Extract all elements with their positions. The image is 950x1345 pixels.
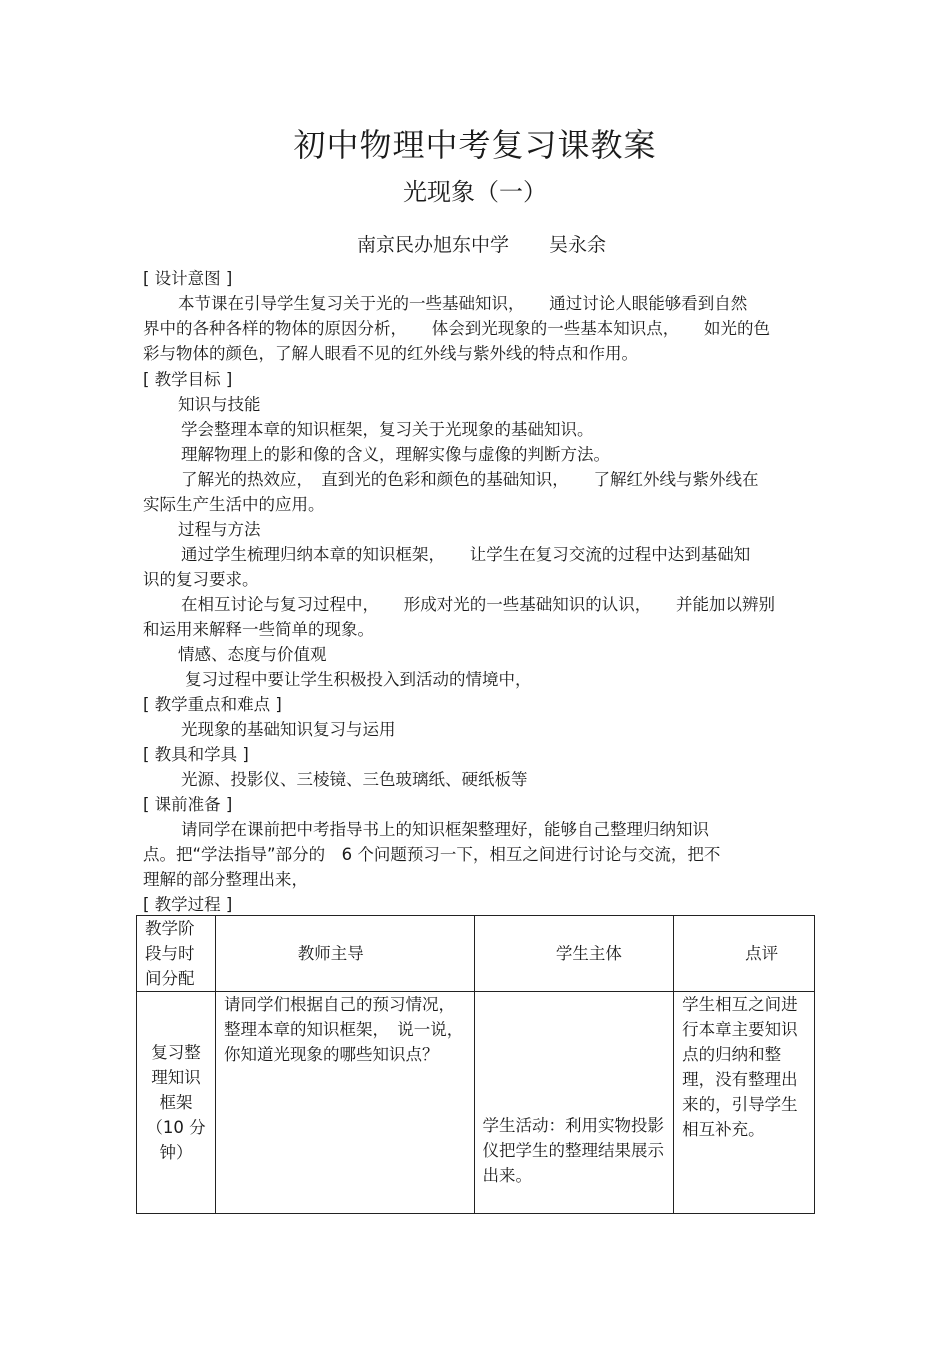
knowledge-item-2: 理解物理上的影和像的含义，理解实像与虚像的判断方法。	[181, 445, 610, 464]
keypoints-text: 光现象的基础知识复习与运用	[181, 720, 396, 739]
author-line	[357, 230, 606, 257]
tools-heading: [ 教具和学具 ]	[143, 745, 249, 764]
prep-line-3: 理解的部分整理出来，	[143, 870, 308, 889]
prep-line-1: 请同学在课前把中考指导书上的知识框架整理好，能够自己整理归纳知识	[181, 820, 709, 839]
tools-text: 光源、投影仪、三棱镜、三色玻璃纸、硬纸板等	[181, 770, 528, 789]
process-item-2-cont: 和运用来解释一些简单的现象。	[143, 620, 374, 639]
header-student: 学生主体	[474, 916, 674, 992]
knowledge-item-3: 了解光的热效应， 直到光的色彩和颜色的基础知识， 了解红外线与紫外线在	[181, 470, 759, 489]
prep-heading: [ 课前准备 ]	[143, 795, 233, 814]
document-subtitle: 光现象（一）	[403, 178, 547, 206]
header-teacher: 教师主导	[215, 916, 474, 992]
process-item-2: 在相互讨论与复习过程中， 形成对光的一些基础知识的认识， 并能加以辨别	[181, 595, 775, 614]
emotion-item-1: 复习过程中要让学生积极投入到活动的情境中，	[185, 670, 532, 689]
prep-line-2: 点。把“学法指导”部分的 6 个问题预习一下，相互之间进行讨论与交流，把不	[143, 845, 721, 864]
knowledge-title: 知识与技能	[178, 395, 261, 414]
emotion-title: 情感、态度与价值观	[178, 645, 327, 664]
table-header-row	[137, 916, 815, 992]
design-line-2: 界中的各种各样的物体的原因分析， 体会到光现象的一些基本知识点， 如光的色	[143, 319, 770, 338]
process-method-title: 过程与方法	[178, 520, 261, 539]
goals-heading: [ 教学目标 ]	[143, 370, 233, 389]
author-name: 吴永余	[549, 234, 607, 256]
process-heading: [ 教学过程 ]	[143, 895, 233, 914]
header-comment: 点评	[674, 916, 815, 992]
table-row	[137, 992, 815, 1214]
process-item-1: 通过学生梳理归纳本章的知识框架， 让学生在复习交流的过程中达到基础知	[181, 545, 751, 564]
process-item-1-cont: 识的复习要求。	[143, 570, 259, 589]
knowledge-item-3-cont: 实际生产生活中的应用。	[143, 495, 325, 514]
keypoints-heading: [ 教学重点和难点 ]	[143, 695, 282, 714]
teaching-process-table	[136, 915, 815, 1214]
header-stage: 教学阶段与时间分配	[137, 916, 216, 992]
knowledge-item-1: 学会整理本章的知识框架，复习关于光现象的基础知识。	[181, 420, 594, 439]
cell-comment: 学生相互之间进行本章主要知识点的归纳和整理，没有整理出来的，引导学生相互补充。	[674, 992, 815, 1214]
school-name: 南京民办旭东中学	[357, 234, 510, 256]
cell-student: 学生活动：利用实物投影仪把学生的整理结果展示出来。	[474, 992, 674, 1214]
cell-teacher: 请同学们根据自己的预习情况，整理本章的知识框架， 说一说，你知道光现象的哪些知识点？	[215, 992, 474, 1214]
cell-stage: 复习整理知识框架（10 分钟）	[137, 992, 216, 1214]
design-heading: [ 设计意图 ]	[143, 269, 233, 288]
design-line-3: 彩与物体的颜色，了解人眼看不见的红外线与紫外线的特点和作用。	[143, 344, 638, 363]
design-line-1: 本节课在引导学生复习关于光的一些基础知识， 通过讨论人眼能够看到自然	[178, 294, 748, 313]
document-title: 初中物理中考复习课教案	[293, 126, 657, 164]
